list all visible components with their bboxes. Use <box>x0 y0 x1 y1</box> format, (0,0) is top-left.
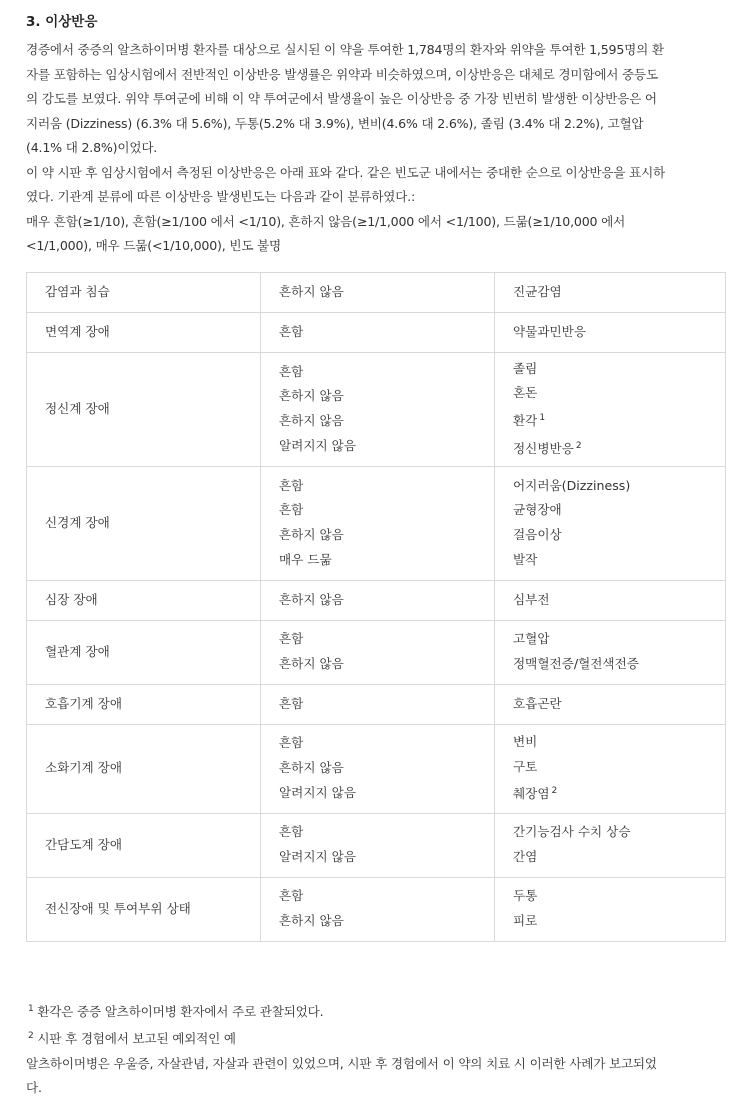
adverse-event-text: 변비 <box>513 733 538 749</box>
frequency-value: 흔함 <box>279 477 304 493</box>
adverse-event <box>513 588 707 613</box>
adverse-event <box>513 820 707 845</box>
intro-line: <1/1,000), 매우 드묾(<1/10,000), 빈도 불명 <box>26 238 282 253</box>
frequency-cell <box>261 620 495 684</box>
footnote-text: 환각은 중증 알츠하이머병 환자에서 주로 관찰되었다. <box>37 1003 324 1019</box>
table-row <box>27 684 726 724</box>
adverse-event-text: 약물과민반응 <box>513 323 586 339</box>
closing-line: 다. <box>26 1080 42 1095</box>
table-row <box>27 813 726 877</box>
adverse-event-cell <box>495 724 726 813</box>
frequency-value: 흔하지 않음 <box>279 283 344 299</box>
footnote-marker: 1 <box>28 1003 34 1014</box>
adverse-event <box>513 755 707 780</box>
footnote-1 <box>26 997 725 1025</box>
adverse-event-text: 간기능검사 수치 상승 <box>513 824 631 840</box>
frequency-cell <box>261 580 495 620</box>
frequency-cell <box>261 312 495 352</box>
frequency-value: 흔함 <box>279 631 304 647</box>
adverse-event <box>513 548 707 573</box>
adverse-event-text: 간염 <box>513 849 538 864</box>
adverse-event-text: 정신병반응 <box>513 440 574 456</box>
adverse-event-text: 피로 <box>513 913 538 928</box>
frequency-value: 흔함 <box>279 502 304 518</box>
table-row <box>27 466 726 580</box>
intro-line: (4.1% 대 2.8%)이었다. <box>26 140 158 155</box>
table-row <box>27 272 726 312</box>
adverse-event-text: 혼돈 <box>513 385 538 401</box>
adverse-event-text: 걸음이상 <box>513 527 562 542</box>
organ-class-cell: 심장 장애 <box>27 580 261 620</box>
adverse-event <box>513 652 707 677</box>
closing-line: 알츠하이머병은 우울증, 자살관념, 자살과 관련이 있었으며, 시판 후 경험에서 이 약의 치료 시 이러한 사례가 보고되었 <box>26 1055 657 1071</box>
frequency-value: 흔함 <box>279 735 304 751</box>
adverse-event <box>513 406 707 434</box>
table-row <box>27 877 726 941</box>
table-row <box>27 352 726 466</box>
intro-line: 경증에서 중증의 알츠하이머병 환자를 대상으로 실시된 이 약을 투여한 1,784명의 환자와 위약을 투여한 1,595명의 환 <box>26 42 664 57</box>
footnote-ref: 2 <box>575 440 582 451</box>
frequency-cell <box>261 272 495 312</box>
adverse-event-cell <box>495 877 726 941</box>
intro-line: 였다. 기관계 분류에 따른 이상반응 발생빈도는 다음과 같이 분류하였다.: <box>26 189 416 204</box>
adverse-event-cell <box>495 684 726 724</box>
frequency-value: 알려지지 않음 <box>279 784 356 800</box>
frequency-value: 흔함 <box>279 888 304 904</box>
intro-line: 지러움 (Dizziness) (6.3% 대 5.6%), 두통(5.2% 대 3.9%), 변비(4.6% 대 2.6%), 졸림 (3.4% 대 2.2%), 고혈압 <box>26 115 644 131</box>
adverse-event <box>513 627 707 652</box>
frequency-value: 매우 드묾 <box>279 551 332 567</box>
adverse-event-text: 어지러움(Dizziness) <box>513 477 631 493</box>
adverse-event-cell <box>495 272 726 312</box>
adverse-event-text: 정맥혈전증/혈전색전증 <box>513 656 639 671</box>
intro-line: 자를 포함하는 임상시험에서 전반적인 이상반응 발생률은 위약과 비슷하였으며, 이상반응은 대체로 경미함에서 중등도 <box>26 66 658 82</box>
footnote-ref: 2 <box>551 786 558 797</box>
organ-class-cell: 신경계 장애 <box>27 466 261 580</box>
adverse-event-text: 고혈압 <box>513 631 550 647</box>
frequency-cell <box>261 724 495 813</box>
footnotes <box>26 997 725 1101</box>
frequency-value: 흔함 <box>279 363 304 379</box>
frequency-cell <box>261 352 495 466</box>
intro-line: 이 약 시판 후 임상시험에서 측정된 이상반응은 아래 표와 같다. 같은 빈도군 내에서는 중대한 순으로 이상반응을 표시하 <box>26 164 666 180</box>
organ-class-cell: 감염과 침습 <box>27 272 261 312</box>
adverse-event <box>513 357 707 382</box>
frequency-cell <box>261 877 495 941</box>
adverse-events-table <box>26 272 726 942</box>
frequency-value: 흔하지 않음 <box>279 591 344 607</box>
adverse-event <box>513 498 707 523</box>
frequency-value: 알려지지 않음 <box>279 437 356 453</box>
adverse-event <box>513 474 707 499</box>
footnote-2 <box>26 1024 725 1052</box>
adverse-event-cell <box>495 580 726 620</box>
organ-class-cell: 정신계 장애 <box>27 352 261 466</box>
organ-class-cell: 간담도계 장애 <box>27 813 261 877</box>
organ-class-cell: 호흡기계 장애 <box>27 684 261 724</box>
organ-class-cell: 혈관계 장애 <box>27 620 261 684</box>
frequency-value: 흔하지 않음 <box>279 388 344 404</box>
adverse-event-text: 호흡곤란 <box>513 695 562 711</box>
intro-line: 매우 흔함(≥1/10), 흔함(≥1/100 에서 <1/10), 흔하지 않음(≥1/1,000 에서 <1/100), 드묾(≥1/10,000 에서 <box>26 213 626 229</box>
adverse-event-text: 진균감염 <box>513 283 562 299</box>
adverse-event-cell <box>495 352 726 466</box>
organ-class-cell: 면역계 장애 <box>27 312 261 352</box>
organ-class-cell: 전신장애 및 투여부위 상태 <box>27 877 261 941</box>
adverse-event-text: 췌장염 <box>513 786 550 802</box>
frequency-cell <box>261 813 495 877</box>
adverse-event-text: 균형장애 <box>513 502 562 518</box>
adverse-event-cell <box>495 813 726 877</box>
frequency-value: 알려지지 않음 <box>279 849 356 864</box>
adverse-event <box>513 692 707 717</box>
frequency-value: 흔함 <box>279 323 304 339</box>
adverse-event-cell <box>495 312 726 352</box>
frequency-value: 흔하지 않음 <box>279 656 344 671</box>
table-row <box>27 312 726 352</box>
adverse-event-text: 발작 <box>513 551 538 567</box>
adverse-event <box>513 523 707 548</box>
adverse-event-cell <box>495 466 726 580</box>
organ-class-cell: 소화기계 장애 <box>27 724 261 813</box>
table-row <box>27 580 726 620</box>
adverse-event <box>513 909 707 934</box>
frequency-cell <box>261 466 495 580</box>
footnote-text: 시판 후 경험에서 보고된 예외적인 예 <box>37 1031 236 1046</box>
adverse-event-text: 졸림 <box>513 360 538 376</box>
intro-text <box>26 38 725 259</box>
adverse-event <box>513 884 707 909</box>
adverse-event-cell <box>495 620 726 684</box>
intro-line: 의 강도를 보였다. 위약 투여군에 비해 이 약 투여군에서 발생율이 높은 이상반응 중 가장 빈번히 발생한 이상반응은 어 <box>26 91 657 106</box>
footnote-marker: 2 <box>28 1031 34 1041</box>
frequency-value: 흔함 <box>279 695 304 711</box>
frequency-value: 흔하지 않음 <box>279 913 344 928</box>
adverse-event <box>513 730 707 755</box>
adverse-event-text: 환각 <box>513 413 538 428</box>
table-row <box>27 620 726 684</box>
frequency-value: 흔하지 않음 <box>279 527 344 542</box>
adverse-event <box>513 779 707 807</box>
section-title: 3. 이상반응 <box>26 14 98 30</box>
adverse-event <box>513 320 707 345</box>
adverse-event <box>513 381 707 406</box>
adverse-event <box>513 845 707 870</box>
adverse-event-text: 두통 <box>513 888 538 904</box>
frequency-value: 흔하지 않음 <box>279 760 344 776</box>
adverse-event-text: 구토 <box>513 758 538 774</box>
frequency-cell <box>261 684 495 724</box>
table-row <box>27 724 726 813</box>
adverse-event <box>513 434 707 462</box>
frequency-value: 흔함 <box>279 824 304 840</box>
adverse-event <box>513 280 707 305</box>
footnote-ref: 1 <box>539 413 546 423</box>
frequency-value: 흔하지 않음 <box>279 413 344 428</box>
adverse-event-text: 심부전 <box>513 591 550 607</box>
